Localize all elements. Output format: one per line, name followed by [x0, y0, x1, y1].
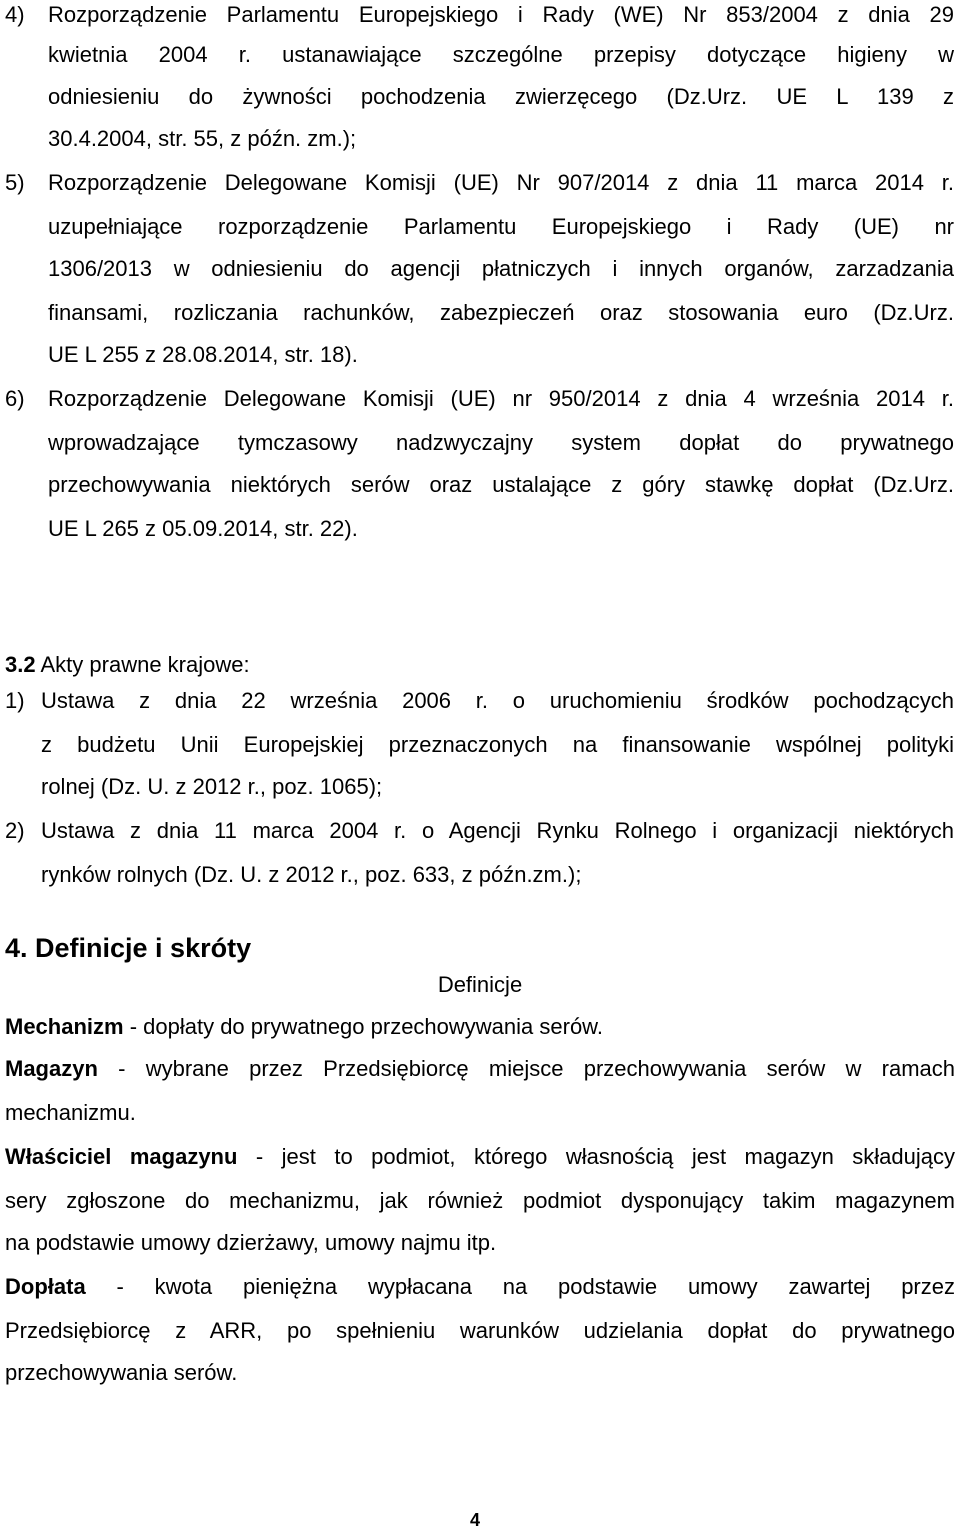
list-item-text: Rozporządzenie Delegowane Komisji (UE) Nr 907/2014 z dnia 11 marca 2014 r.	[48, 170, 954, 195]
list-item-text: rynków rolnych (Dz. U. z 2012 r., poz. 633, z późn.zm.);	[41, 862, 582, 887]
list-item-text: finansami, rozliczania rachunków, zabezpieczeń oraz stosowania euro (Dz.Urz.	[48, 300, 954, 325]
list-item-text: wprowadzające tymczasowy nadzwyczajny system dopłat do prywatnego	[48, 430, 954, 455]
section-number: 3.2	[5, 652, 36, 677]
page-number: 4	[470, 1510, 481, 1530]
list-item-text: kwietnia 2004 r. ustanawiające szczególne przepisy dotyczące higieny w	[48, 42, 954, 67]
definition-mechanizm	[5, 1012, 603, 1042]
definition-text: przechowywania serów.	[5, 1360, 238, 1385]
list-item-text: Ustawa z dnia 11 marca 2004 r. o Agencji Rynku Rolnego i organizacji niektórych	[41, 818, 954, 843]
definition-term: Dopłata	[5, 1274, 86, 1299]
definition-text: - kwota pieniężna wypłacana na podstawie umowy zawartej przez	[85, 1274, 955, 1299]
section-heading: 4. Definicje i skróty	[5, 933, 252, 963]
definition-text: mechanizmu.	[5, 1100, 136, 1125]
list-item-text: przechowywania niektórych serów oraz ustalające z góry stawkę dopłat (Dz.Urz.	[48, 472, 954, 497]
list-item-text: z budżetu Unii Europejskiej przeznaczonych na finansowanie wspólnej polityki	[41, 732, 954, 757]
list-number: 4)	[5, 2, 25, 27]
section-title: Akty prawne krajowe:	[40, 652, 250, 677]
list-item-text: odniesieniu do żywności pochodzenia zwierzęcego (Dz.Urz. UE L 139 z	[48, 84, 954, 109]
list-item-text: uzupełniające rozporządzenie Parlamentu Europejskiego i Rady (UE) nr	[48, 214, 954, 239]
list-item-text: rolnej (Dz. U. z 2012 r., poz. 1065);	[41, 774, 383, 799]
list-item-text: Ustawa z dnia 22 września 2006 r. o uruchomieniu środków pochodzących	[41, 688, 954, 713]
list-item-text: UE L 255 z 28.08.2014, str. 18).	[48, 342, 358, 367]
definition-term: Właściciel magazynu	[5, 1144, 238, 1169]
list-item-text: Rozporządzenie Parlamentu Europejskiego i Rady (WE) Nr 853/2004 z dnia 29	[48, 2, 954, 27]
list-item-text: UE L 265 z 05.09.2014, str. 22).	[48, 516, 358, 541]
definition-text: - dopłaty do prywatnego przechowywania serów.	[123, 1014, 603, 1039]
list-item-text: 1306/2013 w odniesieniu do agencji płatniczych i innych organów, zarzadzania	[48, 256, 954, 281]
list-number: 2)	[5, 818, 25, 843]
definition-text: sery zgłoszone do mechanizmu, jak również podmiot dysponujący takim magazynem	[5, 1188, 955, 1213]
list-item-text: 30.4.2004, str. 55, z późn. zm.);	[48, 126, 357, 151]
subsection-title: Definicje	[437, 972, 523, 997]
definition-text: - jest to podmiot, którego własnością jest magazyn składujący	[237, 1144, 955, 1169]
definition-text: - wybrane przez Przedsiębiorcę miejsce przechowywania serów w ramach	[97, 1056, 955, 1081]
definition-text: Przedsiębiorcę z ARR, po spełnieniu warunków udzielania dopłat do prywatnego	[5, 1318, 955, 1343]
list-item-text: Rozporządzenie Delegowane Komisji (UE) nr 950/2014 z dnia 4 września 2014 r.	[48, 386, 954, 411]
list-number: 5)	[5, 170, 25, 195]
definition-wlasciciel	[5, 1142, 955, 1172]
definition-term: Magazyn	[5, 1056, 98, 1081]
definition-text: na podstawie umowy dzierżawy, umowy najmu itp.	[5, 1230, 497, 1255]
definition-magazyn	[5, 1054, 955, 1084]
definition-doplata	[5, 1272, 955, 1302]
list-number: 1)	[5, 688, 25, 713]
section-heading	[5, 650, 250, 680]
list-number: 6)	[5, 386, 25, 411]
definition-term: Mechanizm	[5, 1014, 124, 1039]
